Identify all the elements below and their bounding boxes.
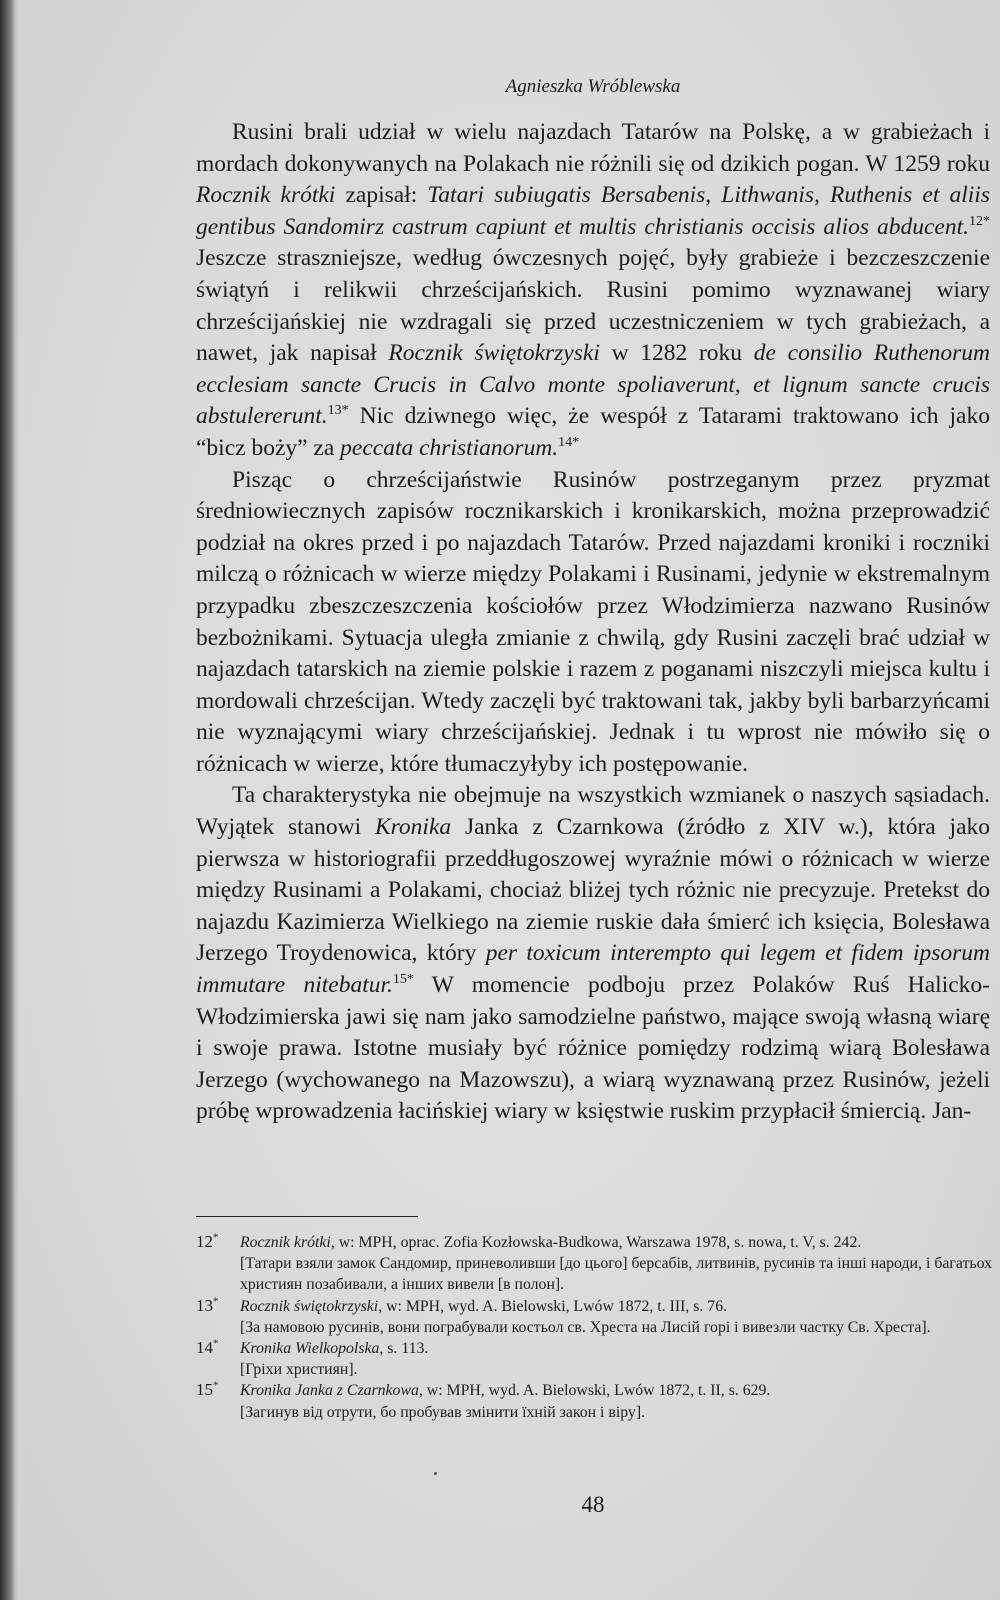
latin-quote: peccata christianorum. [340, 434, 559, 461]
footnote-number: 15* [196, 1379, 219, 1400]
paragraph-1 [196, 117, 990, 465]
footnote-source [240, 1338, 992, 1359]
latin-quote: Tatari subiugatis Bersabenis, Lithwanis, Ruthenis et aliis gentibus Sandomirz castrum capiunt et multis christianis occisis alios abducent. [196, 182, 990, 240]
footnote-number: 12* [196, 1231, 219, 1251]
source-details: , w: MPH, oprac. Zofia Kozłowska-Budkowa, Warszawa 1978, s. nowa, t. V, s. 242. [330, 1234, 862, 1251]
footnote-12 [196, 1232, 992, 1296]
text-run: Ta charakterystyka nie obejmuje na wszystkich wzmianek o naszych sąsiadach. Wyjątek stanowi [196, 782, 990, 841]
main-text [196, 117, 990, 1128]
book-page [20, 0, 1000, 1600]
footnote-separator [196, 1216, 418, 1217]
text-run: Janka z Czarnkowa (źródło z XIV w.), która jako pierwsza w historiografii przeddługoszowej wyraźnie mówi o różnicach w wierze między Rusinami a Polakami, chociaż bliżej tych różnic nie precyzuje. Pretekst do najazdu Kazimierza Wielkiego na ziemie ruskie dała śmierć ich księcia, Bolesława Jerzego Troydenowica, który [196, 814, 990, 967]
source-title: Kronika Wielkopolska [240, 1340, 380, 1358]
footnote-source [240, 1296, 992, 1317]
source-details: , s. 113. [379, 1340, 429, 1358]
text-run: W momencie podboju przez Polaków Ruś Halicko-Włodzimierska jawi się nam jako samodzielne państwo, mające swoją własną wiarę i swoje prawa. Istotne musiały być różnice pomiędzy rodzimą wiarą Bolesława Jerzego (wychowanego na Mazowszu), a wiarą wyznawaną przez Rusinów, jeżeli próbę wprowadzenia łacińskiej wiary w księstwie ruskim przypłacił śmiercią. Jan- [196, 972, 990, 1125]
italic-title: Rocznik krótki [196, 182, 336, 209]
paragraph-2: Pisząc o chrześcijaństwie Rusinów postrzeganym przez pryzmat średniowiecznych zapisów rocznikarskich i kronikarskich, można przeprowadzić podział na okres przed i po najazdach Tatarów. Przed najazdami kroniki i roczniki milczą o różnicach w wierze między Polakami i Rusinami, jedynie w ekstremalnym przypadku zbeszczeszczenia kościołów przez Włodzimierza nazwano Rusinów bezbożnikami. Sytuacja uległa zmianie z chwilą, gdy Rusini zaczęli brać udział w najazdach tatarskich na ziemie polskie i razem z poganami niszczyli miejsca kultu i mordowali chrześcijan. Wtedy zaczęli być traktowani tak, jakby byli barbarzyńcami nie wyznającymi wiary chrześcijańskiej. Jednak i tu wprost nie mówiło się o różnicach w wierze, które tłumaczyłyby ich postępowanie. [196, 466, 990, 777]
footnote-translation: [Татари взяли замок Сандомир, приневоливши [до цього] берсабів, литвинів, русинів та інші народи, і багатьох християн позабивали, а інших вивели [в полон]. [240, 1255, 992, 1294]
text-run: Rusini brali udział w wielu najazdach Tatarów na Polskę, a w grabieżach i mordach dokonywanych na Polakach nie różnili się od dzikich pogan. W 1259 roku [196, 119, 990, 177]
footnote-translation: [Гріхи християн]. [240, 1361, 358, 1379]
running-header: Agnieszka Wróblewska [505, 76, 681, 97]
book-binding-shadow [0, 0, 14, 1600]
italic-title: Kronika [374, 814, 452, 841]
text-run: w 1282 roku [599, 340, 754, 367]
latin-quote: per toxicum interempto qui legem et fidem ipsorum immutare nitebatur. [196, 940, 990, 999]
footnote-source [240, 1380, 992, 1401]
footnote-translation: [Загинув від отрути, бо пробував змінити їхній закон і віру]. [240, 1403, 646, 1421]
footnote-ref-15[interactable]: 15* [392, 972, 414, 988]
source-details: , w: MPH, wyd. A. Bielowski, Lwów 1872, t. II, s. 629. [418, 1382, 771, 1400]
footnote-number: 14* [196, 1337, 219, 1358]
footnote-ref-13[interactable]: 13* [327, 403, 349, 419]
footnote-source [240, 1232, 992, 1253]
source-title: Rocznik krótki [240, 1234, 331, 1251]
print-speck [434, 1472, 437, 1475]
footnotes [196, 1232, 992, 1423]
source-title: Rocznik świętokrzyski [240, 1297, 379, 1315]
footnote-14 [196, 1338, 992, 1380]
footnote-number: 13* [196, 1294, 219, 1315]
footnote-ref-12[interactable]: 12* [969, 213, 990, 229]
italic-title: Rocznik świętokrzyski [388, 340, 600, 367]
source-details: , w: MPH, wyd. A. Bielowski, Lwów 1872, t. III, s. 76. [378, 1297, 728, 1315]
text-run: zapisał: [335, 182, 428, 209]
text-run: Nic dziwnego więc, że wespół z Tatarami traktowano ich jako “bicz boży” za [196, 403, 990, 461]
text-run: Jeszcze straszniejsze, według ówczesnych pojęć, były grabieże i bezczeszczenie świątyń i relikwii chrześcijańskich. Rusini pomimo wyznawanej wiary chrześcijańskiej nie wzdragali się przed uczestniczeniem w tych grabieżach, a nawet, jak napisał [196, 245, 990, 367]
source-title: Kronika Janka z Czarnkowa [240, 1382, 419, 1400]
footnote-translation: [За намовою русинів, вони пограбували костьол св. Хреста на Лисій горі і вивезли частку Св. Хреста]. [240, 1318, 931, 1336]
latin-quote: de consilio Ruthenorum ecclesiam sancte Crucis in Calvo monte spoliaverunt, et lignum sancte crucis abstulererunt. [196, 340, 990, 430]
footnote-ref-14[interactable]: 14* [558, 435, 580, 451]
footnote-13 [196, 1296, 992, 1338]
page-number: 48 [581, 1492, 605, 1517]
footnote-15 [196, 1380, 992, 1422]
paragraph-3 [196, 780, 990, 1128]
